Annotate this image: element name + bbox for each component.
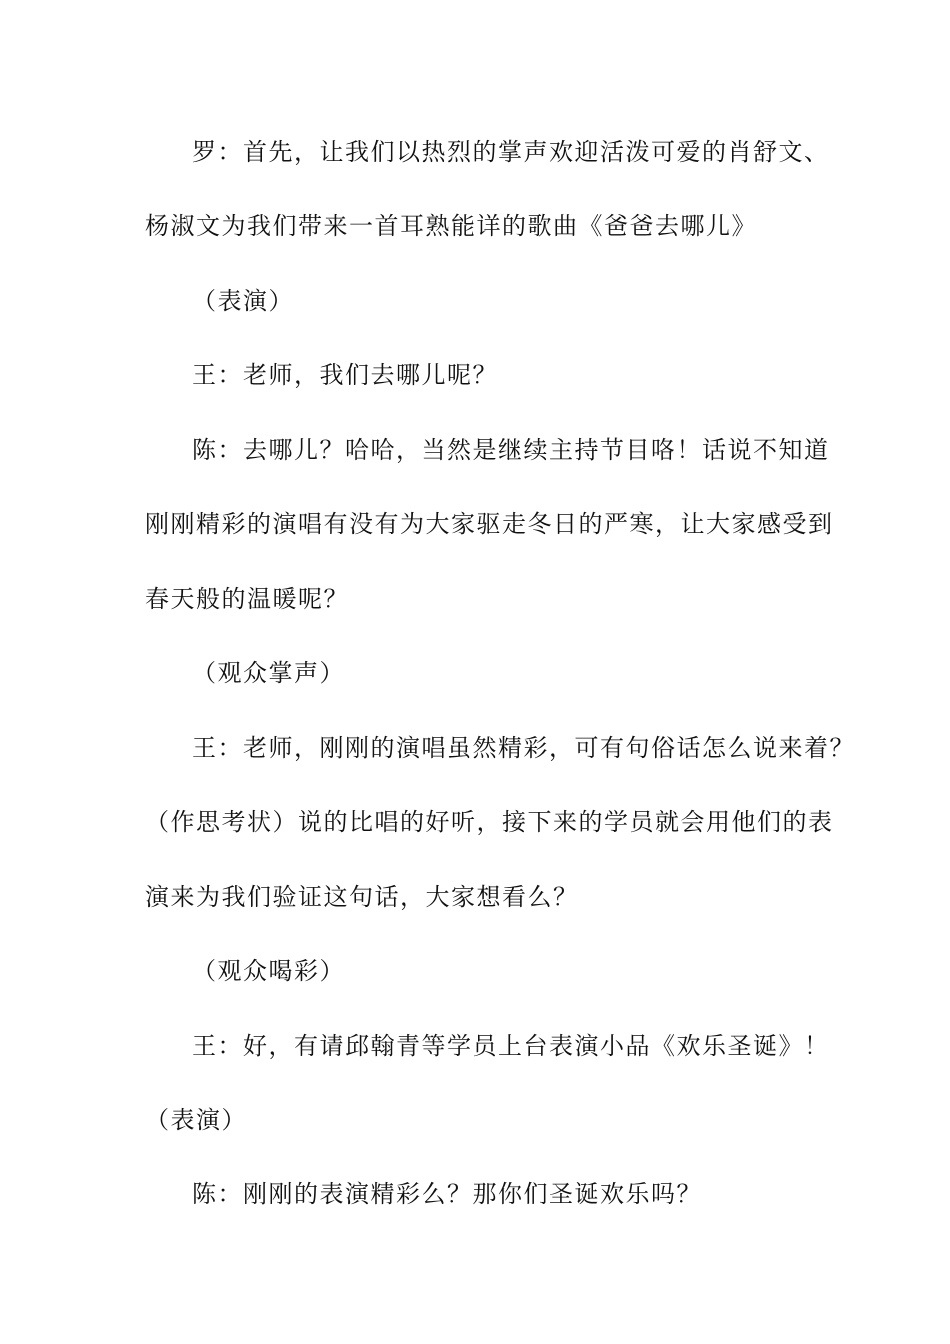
stage-direction: （表演） <box>192 287 294 315</box>
paragraph-line: 王：好，有请邱翰青等学员上台表演小品《欢乐圣诞》！ <box>192 1032 830 1060</box>
paragraph-line: 罗：首先，让我们以热烈的掌声欢迎活泼可爱的肖舒文、 <box>192 138 830 166</box>
paragraph-line: 刚刚精彩的演唱有没有为大家驱走冬日的严寒，让大家感受到 <box>145 510 834 538</box>
paragraph-line: 春天般的温暖呢？ <box>145 585 349 613</box>
paragraph-line: 陈：去哪儿？哈哈，当然是继续主持节目咯！话说不知道 <box>192 436 830 464</box>
paragraph-line: 陈：刚刚的表演精彩么？那你们圣诞欢乐吗？ <box>192 1180 702 1208</box>
paragraph-line: 演来为我们验证这句话，大家想看么？ <box>145 883 579 911</box>
stage-direction: （观众掌声） <box>192 659 345 687</box>
paragraph-line: 杨淑文为我们带来一首耳熟能详的歌曲《爸爸去哪儿》 <box>145 212 757 240</box>
stage-direction: （表演） <box>145 1106 247 1134</box>
paragraph-line: 王：老师，我们去哪儿呢？ <box>192 361 498 389</box>
stage-direction: （观众喝彩） <box>192 957 345 985</box>
paragraph-line: 王：老师，刚刚的演唱虽然精彩，可有句俗话怎么说来着？ <box>192 734 855 762</box>
paragraph-line: （作思考状）说的比唱的好听，接下来的学员就会用他们的表 <box>145 808 834 836</box>
